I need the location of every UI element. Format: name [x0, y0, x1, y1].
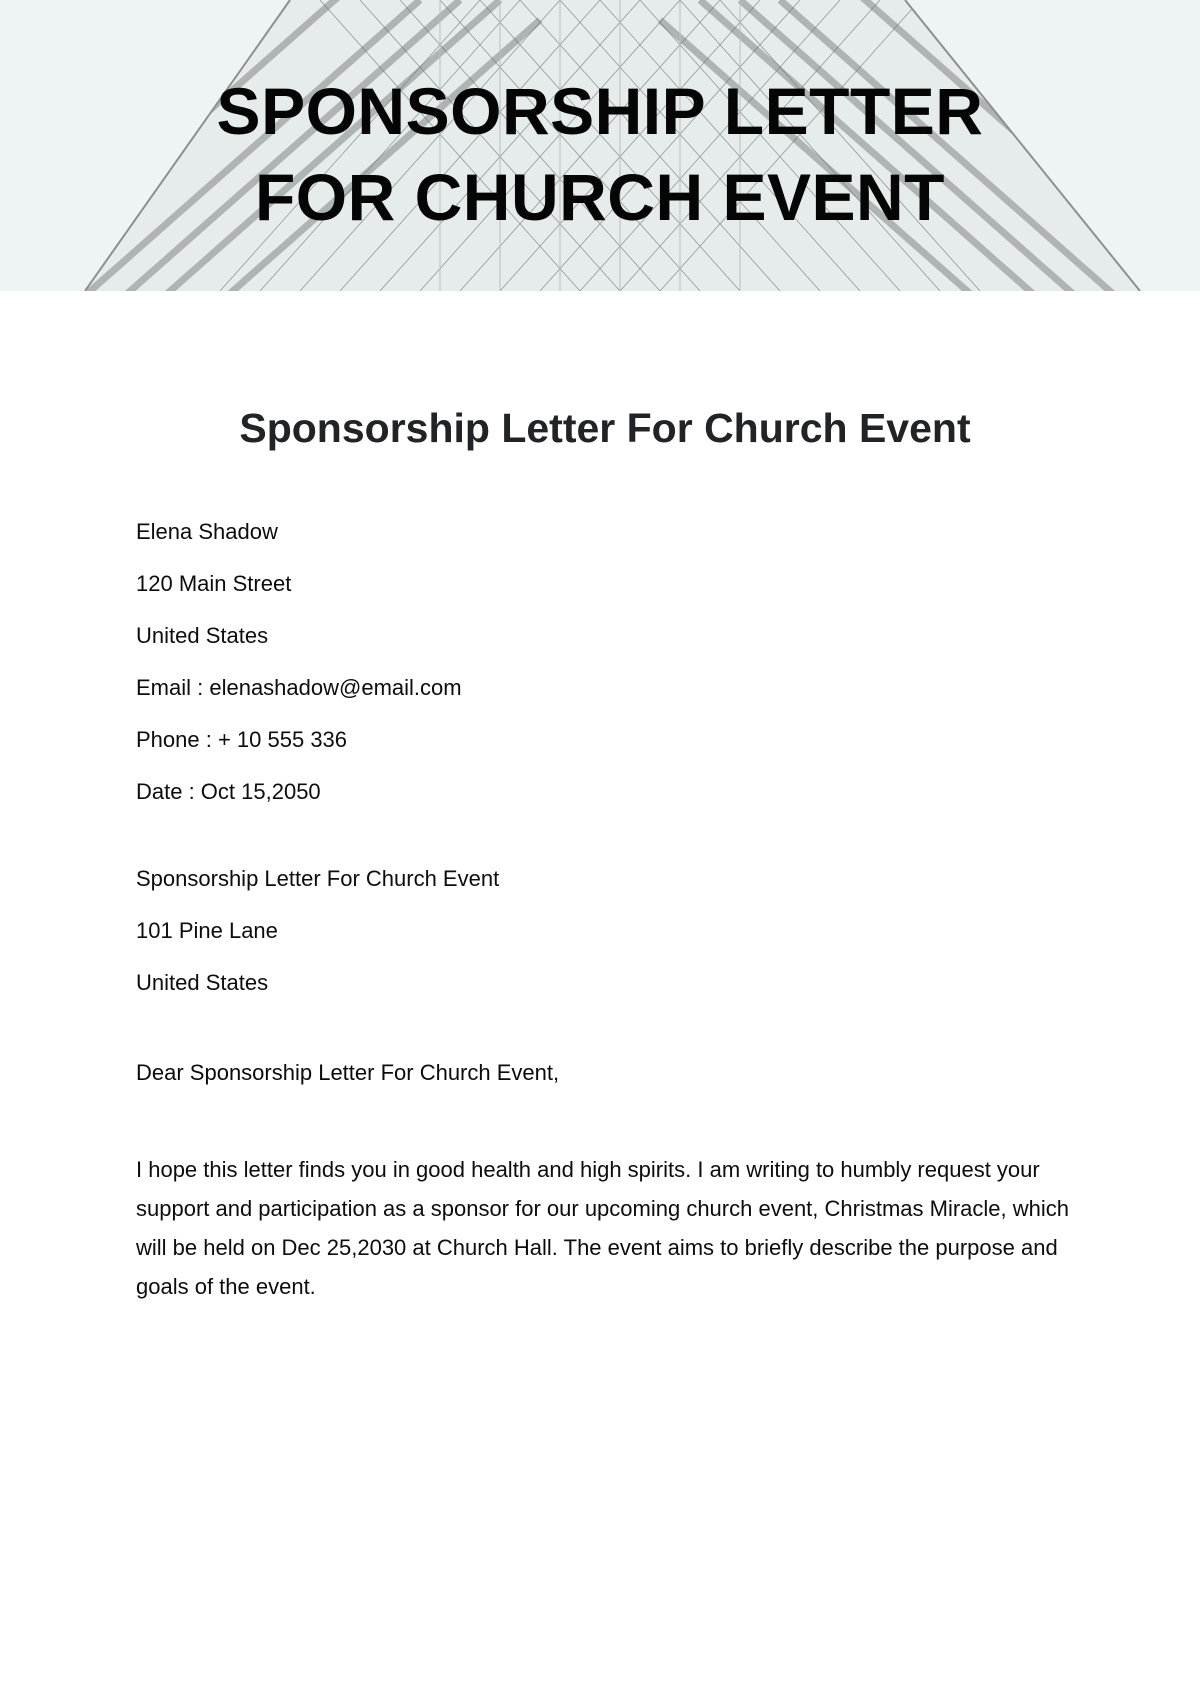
recipient-street: 101 Pine Lane: [136, 918, 278, 943]
letter-date: Date : Oct 15,2050: [136, 779, 321, 804]
body-paragraph: I hope this letter finds you in good health and high spirits. I am writing to humbly request your support and participation as a sponsor for our upcoming church event, Christmas Miracle, which will be held on Dec 25,2030 at Church Hall. The event aims to briefly describe the purpose and goals of the event.: [136, 1157, 1070, 1299]
sender-email: Email : elenashadow@email.com: [136, 675, 462, 700]
sender-phone: Phone : + 10 555 336: [136, 727, 348, 752]
recipient-info: [136, 866, 499, 1022]
banner-title-line-2: FOR CHURCH EVENT: [254, 160, 945, 234]
sender-name: Elena Shadow: [136, 519, 278, 544]
salutation: Dear Sponsorship Letter For Church Event,: [136, 1060, 560, 1085]
sender-street: 120 Main Street: [136, 571, 292, 596]
document-title: Sponsorship Letter For Church Event: [239, 405, 971, 451]
sender-country: United States: [136, 623, 269, 648]
banner-title-line-1: SPONSORSHIP LETTER: [216, 74, 984, 148]
recipient-name: Sponsorship Letter For Church Event: [136, 866, 500, 891]
sender-info: [136, 519, 462, 831]
header-banner: [0, 0, 1200, 291]
recipient-country: United States: [136, 970, 269, 995]
banner-title: [0, 68, 1200, 240]
